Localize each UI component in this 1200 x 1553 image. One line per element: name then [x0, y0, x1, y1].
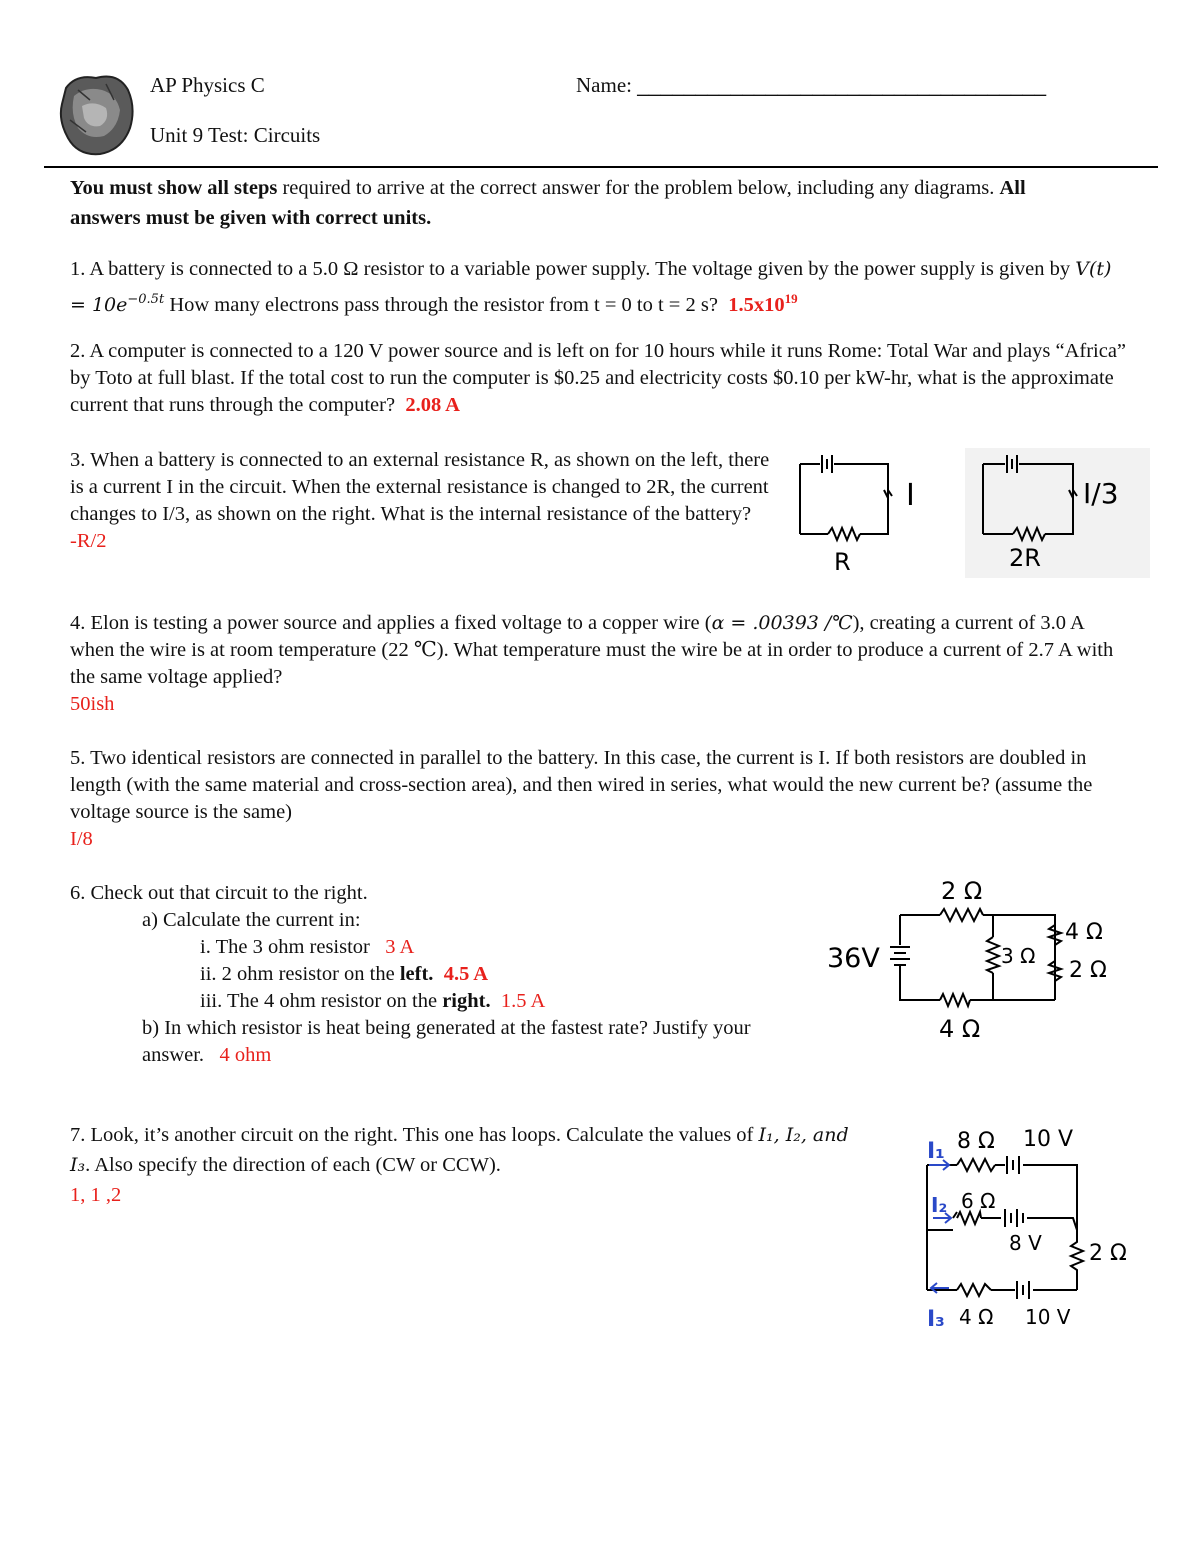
- q6-bottom-resistor-label: 4 Ω: [939, 1015, 981, 1043]
- q4-alpha: α = .00393 /℃: [711, 612, 853, 634]
- q6-top-resistor-label: 2 Ω: [941, 877, 983, 905]
- q7-i1-label: I₁: [927, 1139, 945, 1164]
- question-6: [70, 880, 830, 1069]
- logo-emblem-icon: [56, 70, 136, 158]
- question-1: [70, 255, 1130, 320]
- q7-v3-label: 10 V: [1025, 1305, 1071, 1329]
- q6-right-bottom-label: 2 Ω: [1069, 958, 1107, 983]
- q7-r3-label: 4 Ω: [959, 1305, 994, 1329]
- q3-answer: -R/2: [70, 530, 107, 552]
- q6-right-top-label: 4 Ω: [1065, 920, 1103, 945]
- q7-text-b: . Also specify the direction of each (CW or CCW).: [85, 1154, 501, 1176]
- q7-r1-label: 8 Ω: [957, 1129, 995, 1154]
- name-blank: ___________________________________: [637, 74, 1047, 97]
- name-label: Name:: [576, 73, 632, 97]
- q3-text: 3. When a battery is connected to an external resistance R, as shown on the left, there is a current I in the circuit. When the external resistance is changed to 2R, the current changes to I/3, as shown on the right. What is the internal resistance of the battery?: [70, 449, 770, 525]
- q7-r2-label: 6 Ω: [961, 1189, 996, 1213]
- q1-formula: V(t) = 10e: [70, 258, 1112, 316]
- q6-middle-resistor-label: 3 Ω: [1001, 944, 1036, 968]
- q7-answer: 1, 1 ,2: [70, 1184, 122, 1206]
- q7-i3-label: I₃: [927, 1307, 945, 1332]
- q2-text: 2. A computer is connected to a 120 V power source and is left on for 10 hours while it runs Rome: Total War and plays “Africa” by Toto at full blast. If the total cost to run the computer is $0.25 and electricity costs $0.10 per kW-hr, what is the approximate current that runs through the computer?: [70, 340, 1127, 416]
- q6-part-a-i: i. The 3 ohm resistor 3 A: [200, 936, 415, 958]
- q3-right-resistor-label: 2R: [1009, 544, 1041, 572]
- q3-diagram-right: [965, 448, 1150, 578]
- q3-left-resistor-label: R: [834, 548, 851, 576]
- q3-diagram-left: [790, 452, 960, 582]
- question-5: [70, 745, 1130, 853]
- q4-text-b: ), creating a current of 3.0 A when the wire is at room temperature (22 ℃). What temperature must the wire be at in order to produce a current of 2.7 A with the same voltage applied?: [70, 612, 1114, 688]
- instructions: [70, 173, 1070, 233]
- q5-answer: I/8: [70, 828, 93, 850]
- instructions-bold-2: All answers must be given with correct units.: [70, 177, 1026, 229]
- q2-answer: 2.08 A: [405, 394, 460, 416]
- question-2: [70, 338, 1130, 419]
- school-logo: [56, 70, 136, 158]
- q7-i2-label: I₂: [931, 1193, 948, 1217]
- q4-answer: 50ish: [70, 693, 115, 715]
- q6-part-a-iii: iii. The 4 ohm resistor on the right. 1.5 A: [200, 990, 546, 1012]
- q7-circuit-diagram: [905, 1120, 1145, 1345]
- name-field[interactable]: [576, 73, 1046, 98]
- instructions-bold-1: You must show all steps: [70, 177, 278, 199]
- q3-left-current-label: I: [906, 478, 915, 513]
- q6-part-a: a) Calculate the current in:: [142, 909, 361, 931]
- header-divider: [44, 166, 1158, 168]
- instructions-text: required to arrive at the correct answer for the problem below, including any diagrams.: [277, 177, 1000, 199]
- q3-right-current-label: I/3: [1083, 477, 1119, 510]
- question-7: [70, 1120, 870, 1210]
- q6-part-b: b) In which resistor is heat being generated at the fastest rate? Justify your answer. 4 ohm: [142, 1017, 751, 1066]
- q6-intro: 6. Check out that circuit to the right.: [70, 882, 368, 904]
- q7-r4-label: 2 Ω: [1089, 1241, 1127, 1266]
- q7-v2-label: 8 V: [1009, 1231, 1042, 1255]
- q1-exponent: −0.5t: [127, 292, 165, 307]
- q6-source-label: 36V: [827, 943, 880, 974]
- q4-text-a: 4. Elon is testing a power source and applies a fixed voltage to a copper wire (: [70, 612, 712, 634]
- q6-part-a-ii: ii. 2 ohm resistor on the left. 4.5 A: [200, 963, 489, 985]
- q1-answer: $1.5x10^{19}$: [728, 291, 798, 316]
- q6-circuit-diagram: [825, 875, 1125, 1060]
- unit-title: Unit 9 Test: Circuits: [150, 123, 321, 147]
- q1-text-b: How many electrons pass through the resistor from t = 0 to t = 2 s?: [164, 293, 718, 316]
- q7-v1-label: 10 V: [1023, 1127, 1074, 1152]
- q7-vars: I₁, I₂, and I₃: [70, 1124, 849, 1176]
- question-3: [70, 447, 770, 555]
- question-4: [70, 610, 1130, 718]
- q7-text-a: 7. Look, it’s another circuit on the right. This one has loops. Calculate the values of: [70, 1124, 759, 1146]
- q5-text: 5. Two identical resistors are connected in parallel to the battery. In this case, the current is I. If both resistors are doubled in length (with the same material and cross-section area), and then wired in series, what would the new current be? (assume the voltage source is the same): [70, 747, 1093, 823]
- q1-text-a: 1. A battery is connected to a 5.0 Ω resistor to a variable power supply. The voltage given by the power supply is given by: [70, 258, 1076, 280]
- course-title: AP Physics C: [150, 73, 265, 97]
